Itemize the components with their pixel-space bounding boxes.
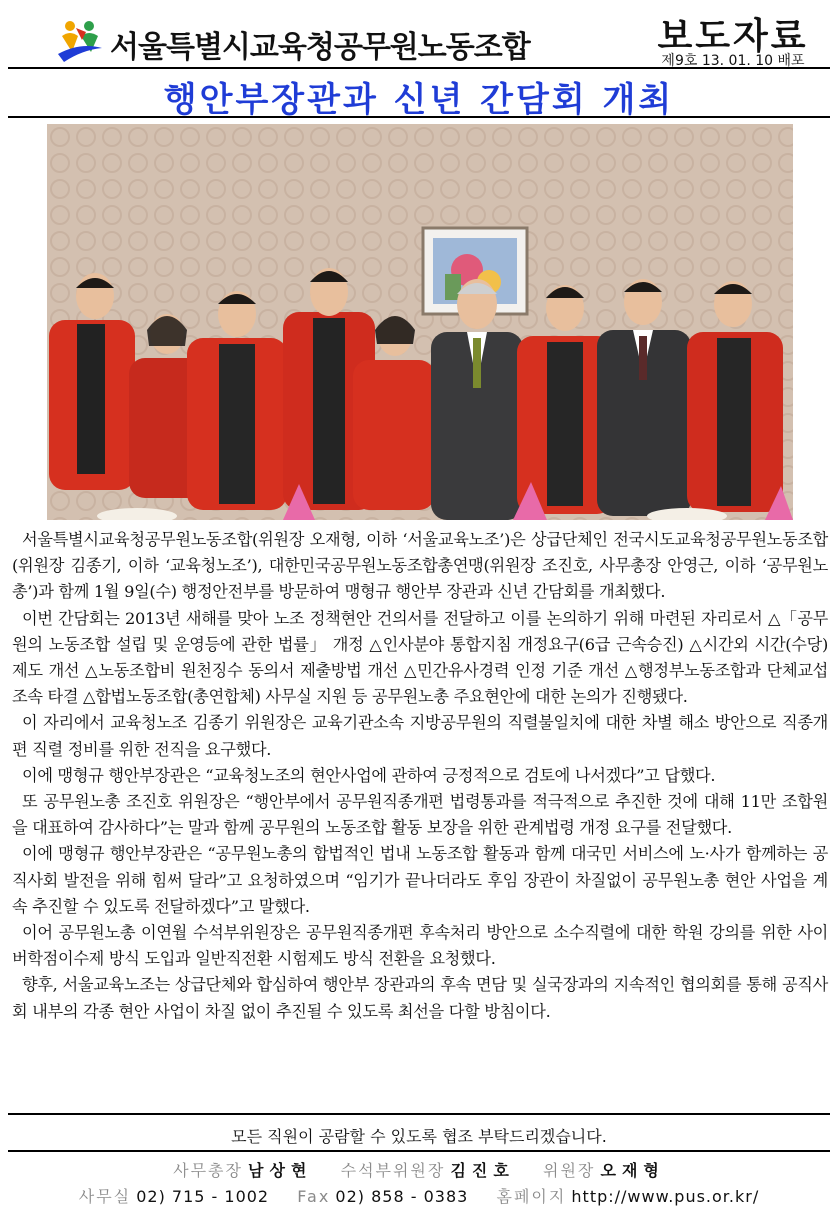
- office-phone: 02) 715 - 1002: [136, 1187, 270, 1206]
- paragraph: 서울특별시교육청공무원노동조합(위원장 오재형, 이하 ‘서울교육노조’)은 상급단체인 전국시도교육청공무원노동조합(위원장 김종기, 이하 ‘교육청노조’), 대한민국공무원노동조합총연맹(위원장 조진호, 사무총장 안영근, 이하 ‘공무원노총’)과 함께 1월 9일(수) 행정안전부를 방문하여 맹형규 행안부 장관과 신년 간담회를 개최했다.: [12, 530, 828, 602]
- issue-info: 제9호 13. 01. 10 배포: [661, 53, 805, 69]
- contact-label: Fax: [297, 1187, 331, 1206]
- circulation-notice: 모든 직원이 공람할 수 있도록 협조 부탁드리겠습니다.: [231, 1127, 607, 1146]
- paragraph: 이 자리에서 교육청노조 김종기 위원장은 교육기관소속 지방공무원의 직렬불일치에 대한 차별 해소 방안으로 직종개편 직렬 정비를 위한 전직을 요구했다.: [12, 713, 828, 759]
- paragraph: 또 공무원노총 조진호 위원장은 “행안부에서 공무원직종개편 법령통과를 적극적으로 추진한 것에 대해 11만 조합원을 대표하여 감사하다”는 말과 함께 공무원의 노동조합 활동 보장을 위한 관계법령 개정 요구를 전달했다.: [12, 792, 828, 838]
- header-rule: [8, 67, 830, 69]
- homepage-link[interactable]: http://www.pus.or.kr/: [571, 1187, 760, 1206]
- officer-label: 사무총장: [173, 1161, 243, 1180]
- paragraph: 이에 맹형규 행안부장관은 “공무원노총의 합법적인 법내 노동조합 활동과 함께 대국민 서비스에 노·사가 함께하는 공직사회 발전을 위해 힘써 달라”고 요청하였으며 “임기가 끝나더라도 후임 장관이 차질없이 공무원노총 현안 사업을 계속 추진할 수 있도록 전달하겠다”고 말했다.: [12, 844, 828, 916]
- group-photo-image: [47, 124, 793, 520]
- fax-number: 02) 858 - 0383: [335, 1187, 469, 1206]
- officers-line: [0, 1158, 838, 1181]
- officer-label: 수석부위원장: [340, 1161, 446, 1180]
- headline-rule: [8, 116, 830, 118]
- press-release-label: 보도자료: [657, 16, 809, 57]
- officer-name: 남상현: [248, 1161, 313, 1180]
- paragraph: 향후, 서울교육노조는 상급단체와 합심하여 행안부 장관과의 후속 면담 및 실국장과의 지속적인 협의회를 통해 공직사회 내부의 각종 현안 사업이 차질 없이 추진될 수 있도록 최선을 다할 방침이다.: [12, 975, 828, 1021]
- headline: 행안부장관과 신년 간담회 개최: [163, 80, 675, 120]
- paragraph: 이어 공무원노총 이연월 수석부위원장은 공무원직종개편 후속처리 방안으로 소수직렬에 대한 학원 강의를 위한 사이버학점이수제 방식 도입과 일반직전환 시험제도 방식 전환을 요청했다.: [12, 923, 828, 969]
- body-rule: [8, 1113, 830, 1115]
- contacts-line: [0, 1184, 838, 1207]
- officer-label: 위원장: [543, 1161, 596, 1180]
- paragraph: 이에 맹형규 행안부장관은 “교육청노조의 현안사업에 관하여 긍정적으로 검토에 나서겠다”고 답했다.: [22, 765, 716, 785]
- contact-label: 홈페이지: [496, 1187, 567, 1206]
- contact-label: 사무실: [78, 1187, 132, 1206]
- org-name: 서울특별시교육청공무원노동조합: [110, 30, 530, 65]
- paragraph: 이번 간담회는 2013년 새해를 맞아 노조 정책현안 건의서를 전달하고 이를 논의하기 위해 마련된 자리로서 △「공무원의 노동조합 설립 및 운영등에 관한 법률」 개정 △인사분야 통합지침 개정요구(6급 근속승진) △시간외 시간(수당) 제도 개선 △노동조합비 원천징수 동의서 제출방법 개선 △민간유사경력 인정 기준 개선 △행정부노동조합과 단체교섭 조속 타결 △합법노동조합(총연합체) 사무실 지원 등 공무원노총 주요현안에 대한 논의가 진행됐다.: [12, 608, 828, 707]
- officer-name: 오재형: [600, 1161, 665, 1180]
- masthead: [8, 8, 830, 69]
- union-logo-icon: [56, 18, 104, 64]
- footer-rule: [8, 1150, 830, 1152]
- article-body: [12, 527, 828, 1025]
- officer-name: 김진호: [450, 1161, 515, 1180]
